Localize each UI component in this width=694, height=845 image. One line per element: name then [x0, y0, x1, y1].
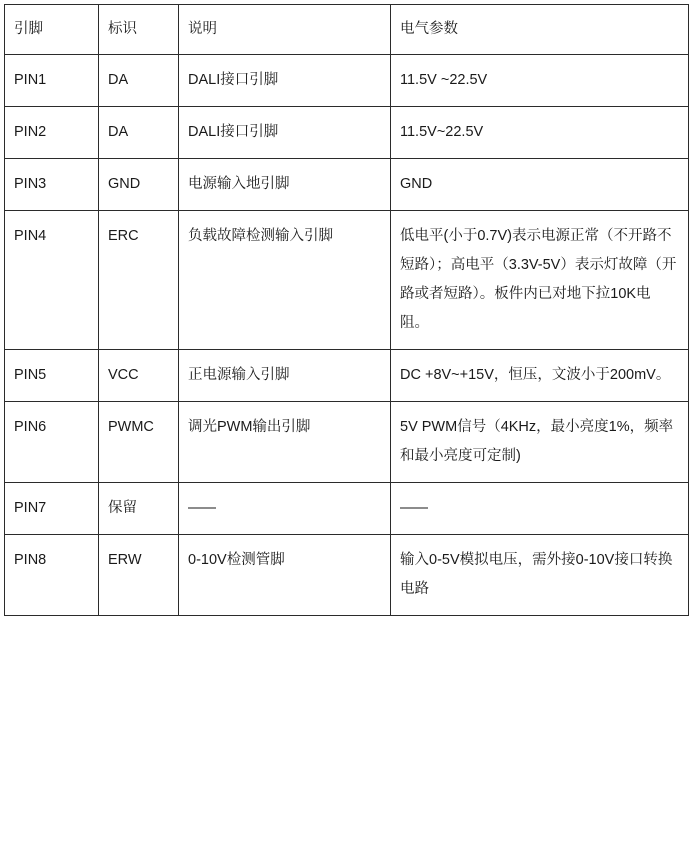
cell-description: DALI接口引脚 — [179, 107, 391, 159]
cell-mark: 保留 — [99, 483, 179, 535]
cell-description: —— — [179, 483, 391, 535]
column-header-description: 说明 — [179, 5, 391, 55]
table-row — [5, 402, 689, 483]
cell-mark: DA — [99, 107, 179, 159]
column-header-pin: 引脚 — [5, 5, 99, 55]
cell-mark: VCC — [99, 350, 179, 402]
cell-description: DALI接口引脚 — [179, 55, 391, 107]
cell-electrical: —— — [391, 483, 689, 535]
table-row — [5, 107, 689, 159]
cell-description: 正电源输入引脚 — [179, 350, 391, 402]
cell-pin: PIN8 — [5, 535, 99, 616]
cell-description: 负载故障检测输入引脚 — [179, 211, 391, 350]
cell-description: 0-10V检测管脚 — [179, 535, 391, 616]
table-row — [5, 350, 689, 402]
cell-mark: DA — [99, 55, 179, 107]
cell-pin: PIN3 — [5, 159, 99, 211]
cell-electrical: 11.5V~22.5V — [391, 107, 689, 159]
pin-definition-table — [4, 4, 689, 616]
cell-pin: PIN1 — [5, 55, 99, 107]
cell-pin: PIN4 — [5, 211, 99, 350]
cell-electrical: DC +8V~+15V，恒压，文波小于200mV。 — [391, 350, 689, 402]
cell-pin: PIN7 — [5, 483, 99, 535]
cell-pin: PIN6 — [5, 402, 99, 483]
cell-electrical: 低电平(小于0.7V)表示电源正常（不开路不短路）；高电平（3.3V-5V）表示灯故障（开路或者短路）。板件内已对地下拉10K电阻。 — [391, 211, 689, 350]
cell-description: 调光PWM输出引脚 — [179, 402, 391, 483]
cell-pin: PIN5 — [5, 350, 99, 402]
table-row — [5, 483, 689, 535]
cell-mark: ERW — [99, 535, 179, 616]
cell-mark: GND — [99, 159, 179, 211]
cell-mark: ERC — [99, 211, 179, 350]
table-header-row — [5, 5, 689, 55]
table-row — [5, 535, 689, 616]
column-header-electrical: 电气参数 — [391, 5, 689, 55]
cell-electrical: 5V PWM信号（4KHz，最小亮度1%，频率和最小亮度可定制) — [391, 402, 689, 483]
column-header-mark: 标识 — [99, 5, 179, 55]
cell-description: 电源输入地引脚 — [179, 159, 391, 211]
cell-mark: PWMC — [99, 402, 179, 483]
table-row — [5, 55, 689, 107]
cell-electrical: GND — [391, 159, 689, 211]
cell-electrical: 11.5V ~22.5V — [391, 55, 689, 107]
table-row — [5, 159, 689, 211]
cell-pin: PIN2 — [5, 107, 99, 159]
cell-electrical: 输入0-5V模拟电压，需外接0-10V接口转换电路 — [391, 535, 689, 616]
table-row — [5, 211, 689, 350]
